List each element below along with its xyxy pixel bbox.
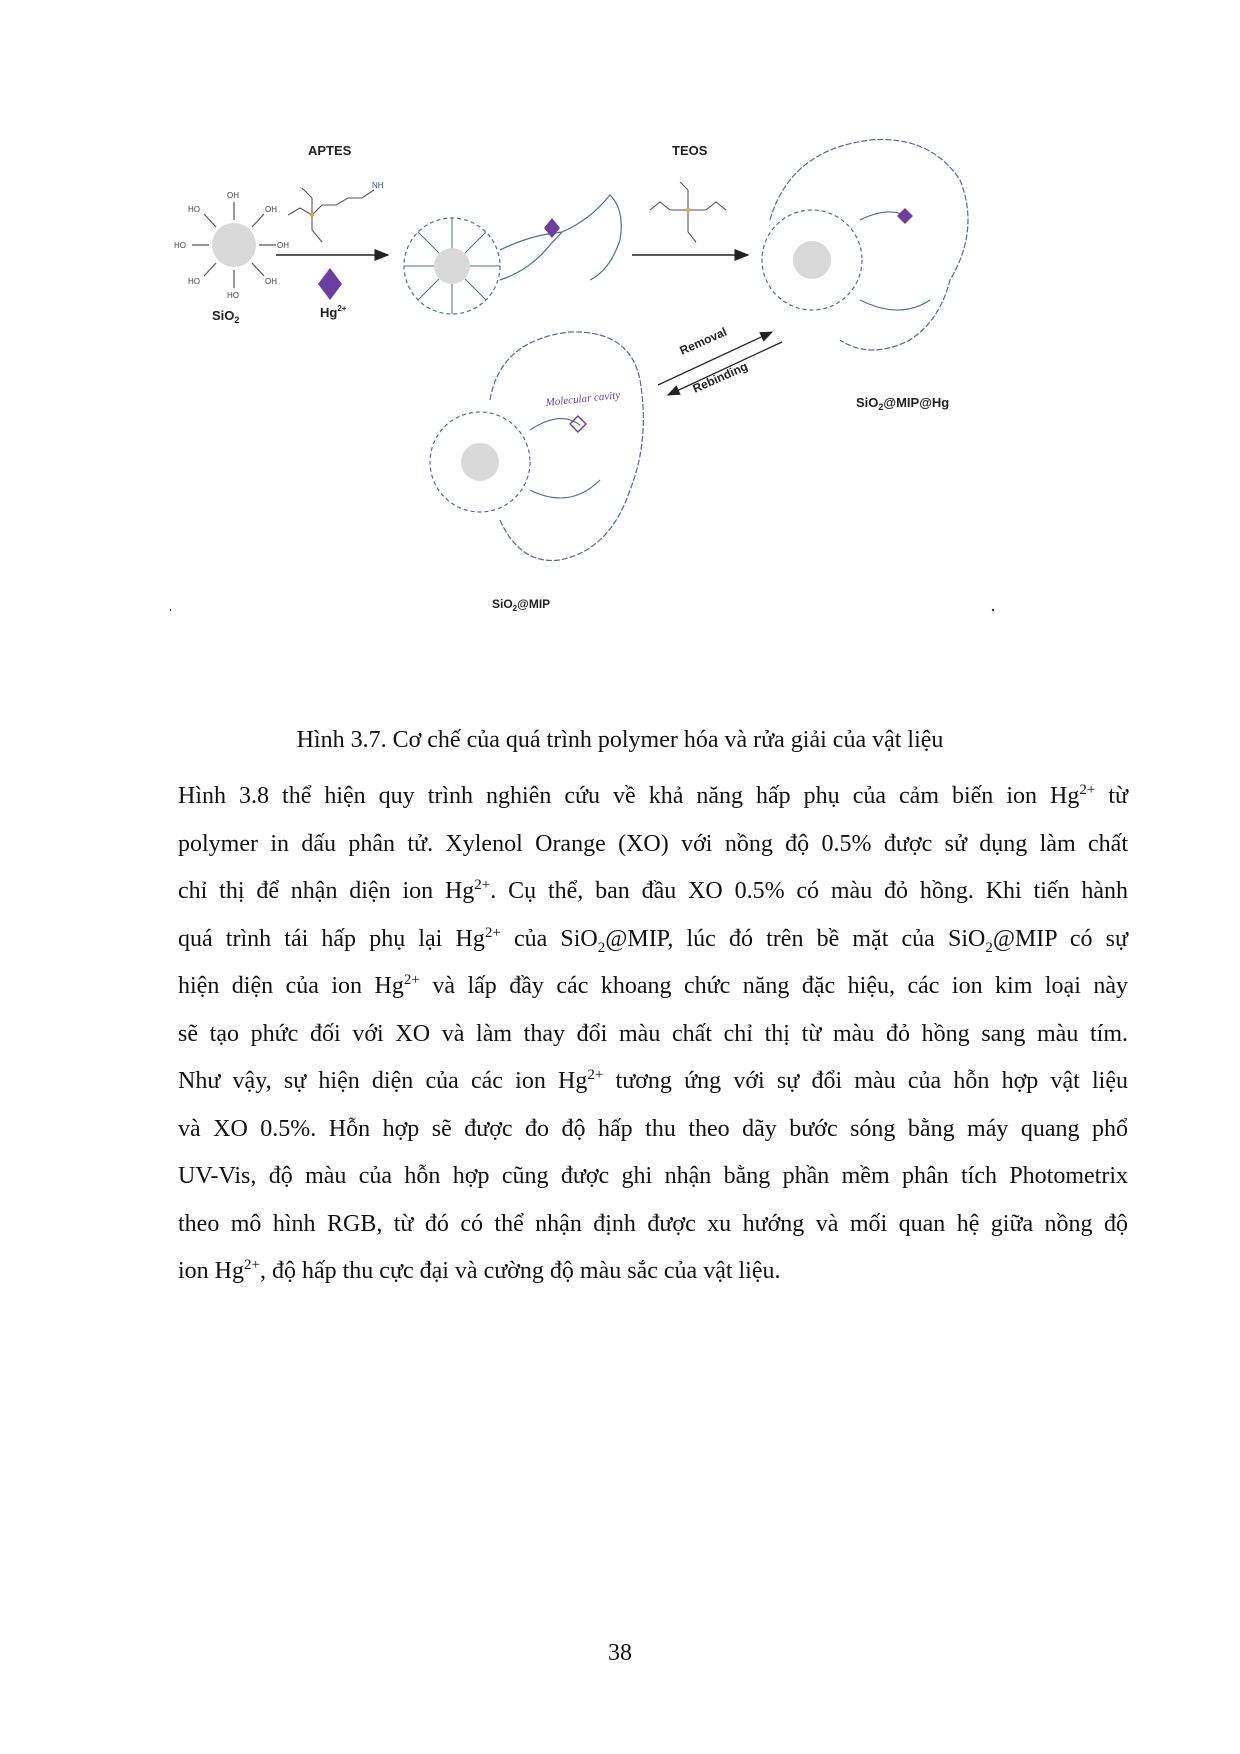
removal-rebinding-arrows: [658, 325, 782, 396]
svg-text:OH: OH: [265, 205, 277, 214]
svg-text:HO: HO: [227, 291, 239, 300]
rebinding-label: Rebinding: [690, 359, 750, 396]
sio2-label: SiO$_2$: [212, 308, 240, 325]
mip-hg-particle: [762, 140, 968, 351]
svg-text:OH: OH: [265, 277, 277, 286]
paragraph-line: polymer in dấu phân tử. Xylenol Orange (XO) với nồng độ 0.5% được sử dụng làm chất: [178, 830, 1128, 857]
teos-label: TEOS: [672, 143, 708, 158]
paragraph-line: Hình 3.8 thể hiện quy trình nghiên cứu về khả năng hấp phụ của cảm biến ion $Hg^{2+}$ từ: [178, 782, 1128, 809]
paragraph-line: và XO 0.5%. Hỗn hợp sẽ được đo độ hấp thu theo dãy bước sóng bằng máy quang phổ: [178, 1115, 1128, 1142]
nh2-label: NH: [372, 181, 384, 190]
removal-label: Removal: [677, 324, 729, 358]
hg-ion-icon: [318, 268, 342, 300]
svg-text:HO: HO: [188, 277, 200, 286]
paragraph-line: Như vậy, sự hiện diện của các ion $Hg^{2+}$ tương ứng với sự đổi màu của hỗn hợp vật liệu: [178, 1067, 1129, 1094]
mip-hg-label: SiO$_2$@MIP@Hg: [856, 395, 950, 412]
paragraph-line: sẽ tạo phức đối với XO và làm thay đổi màu chất chỉ thị từ màu đỏ hồng sang màu tím.: [178, 1020, 1128, 1047]
cavity-label: Molecular cavity: [545, 389, 621, 409]
aptes-modified-particle: [404, 195, 621, 314]
svg-text:HO: HO: [188, 205, 200, 214]
figure-caption: Hình 3.7. Cơ chế của quá trình polymer hóa và rửa giải của vật liệu: [296, 727, 944, 753]
hg-label: $Hg^{2+}$: [320, 304, 347, 320]
paragraph-line: UV-Vis, độ màu của hỗn hợp cũng được ghi nhận bằng phần mềm phân tích Photometrix: [178, 1163, 1128, 1189]
paragraph-line: ion $Hg^{2+}$, độ hấp thu cực đại và cường độ màu sắc của vật liệu.: [178, 1257, 781, 1284]
svg-text:HO: HO: [174, 241, 186, 250]
paragraph-line: hiện diện của ion $Hg^{2+}$ và lấp đầy các khoang chức năng đặc hiệu, các ion kim loại này: [178, 972, 1128, 999]
paragraph-line: chỉ thị để nhận diện ion $Hg^{2+}$. Cụ thể, ban đầu XO 0.5% có màu đỏ hồng. Khi tiến hành: [178, 877, 1129, 904]
aptes-label: APTES: [308, 143, 352, 158]
page-number: 38: [608, 1640, 632, 1666]
mip-label: SiO$_2$@MIP: [492, 597, 551, 613]
mip-particle: [430, 332, 643, 561]
teos-structure: [650, 182, 726, 242]
mechanism-figure: [170, 110, 1130, 710]
paragraph-line: theo mô hình RGB, từ đó có thể nhận định được xu hướng và mối quan hệ giữa nồng độ: [178, 1210, 1128, 1237]
sio2-particle: [174, 191, 289, 300]
svg-text:OH: OH: [277, 241, 289, 250]
mechanism-diagram: [170, 110, 1130, 710]
paragraph-line: quá trình tái hấp phụ lại $Hg^{2+}$ của SiO$_2$@MIP, lúc đó trên bề mặt của SiO$_2$@MIP có sự: [178, 924, 1129, 956]
aptes-structure: [288, 188, 374, 242]
svg-text:OH: OH: [227, 191, 239, 200]
body-paragraph: [178, 773, 1128, 1296]
